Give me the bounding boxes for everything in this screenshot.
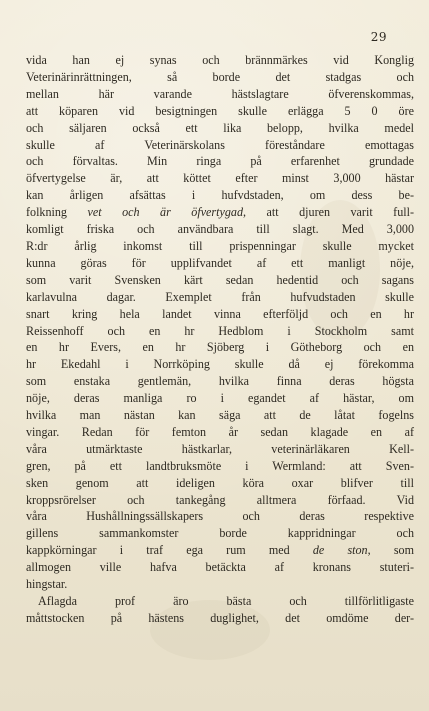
text-line: våra Hushållningssällskapers och deras respektive	[26, 509, 414, 524]
text-line: snart kring hela landet vinna efterföljd och en hr	[26, 306, 414, 321]
text-line: nöje, deras manliga ro i egandet af hästar, om	[26, 391, 414, 406]
text-line: kappkörningar i traf ega rum med de ston, som	[26, 543, 414, 558]
text-line: att köparen vid besigtningen skulle erlägga 5 0 öre	[26, 103, 414, 118]
text-line: öfvertygelse är, att köttet efter minst 3,000 hästar	[26, 171, 414, 186]
text-line: och förvaltas. Min ringa på erfarenhet grundade	[26, 154, 414, 169]
text-line: Aflagda prof äro bästa och tillförlitligaste	[38, 594, 414, 608]
text-line: folkning vet och är öfvertygad, att djuren varit full-	[26, 205, 414, 220]
page-number: 29	[370, 30, 387, 44]
text-line: vida han ej synas och brännmärkes vid Konglig	[26, 53, 414, 67]
text-line: allmogen ville hafva betäckta af kronans stuteri-	[26, 560, 414, 575]
text-line: kan årligen afsättas i hufvdstaden, om dess be-	[26, 188, 414, 203]
text-line: karlavulna dagar. Exemplet från hufvudstaden skulle	[26, 289, 414, 304]
text-line: vingar. Redan för femton år sedan klagade en af	[26, 424, 414, 439]
text-line: skulle af Veterinärskolans föreståndare emottagas	[26, 137, 414, 152]
text-line: Reissenhoff och en hr Hedblom i Stockholm samt	[26, 323, 414, 338]
text-line: våra utmärktaste hästkarlar, veterinärläkaren Kell-	[26, 441, 414, 456]
text-line: Veterinärinrättningen, så borde det stadgas och	[26, 69, 414, 84]
body-text	[26, 52, 414, 627]
text-line: hr Ekedahl i Norrköping skulle då ej förekomma	[26, 357, 414, 372]
text-line: en hr Evers, en hr Sjöberg i Götheborg och en	[26, 340, 414, 355]
text-line: kunna göras för upplifvandet af ett manligt nöje,	[26, 255, 414, 270]
text-line: som enstaka gentlemän, hvilka finna deras högsta	[26, 374, 414, 389]
text-line: R:dr årlig inkomst till prispenningar skulle mycket	[26, 238, 414, 253]
text-line: gren, på ett landtbruksmöte i Wermland: att Sven-	[26, 458, 414, 473]
text-line: som varit Svensken kärt sedan hedentid och sagans	[26, 272, 414, 287]
text-line: sken genom att ideligen köra oxar blifver till	[26, 475, 414, 490]
text-line: och säljaren också ett lika belopp, hvilka medel	[26, 120, 414, 135]
text-line: hingstar.	[26, 577, 68, 592]
text-line: gillens sammankomster borde kappridningar och	[26, 526, 414, 541]
emphasis-text: vet och är öfvertygad	[87, 205, 244, 220]
text-line: komligt friska och användbara till slagt. Med 3,000	[26, 222, 414, 237]
text-line: mellan här varande hästslagtare öfverenskommas,	[26, 86, 414, 101]
text-line: kroppsrörelser och tankegång alltmera förfaad. Vid	[26, 492, 414, 507]
text-line: hvilka man nästan kan säga att de låtat fogelns	[26, 408, 414, 423]
text-line: måttstocken på hästens duglighet, det omdöme der-	[26, 610, 414, 625]
emphasis-text: de ston	[312, 543, 368, 558]
